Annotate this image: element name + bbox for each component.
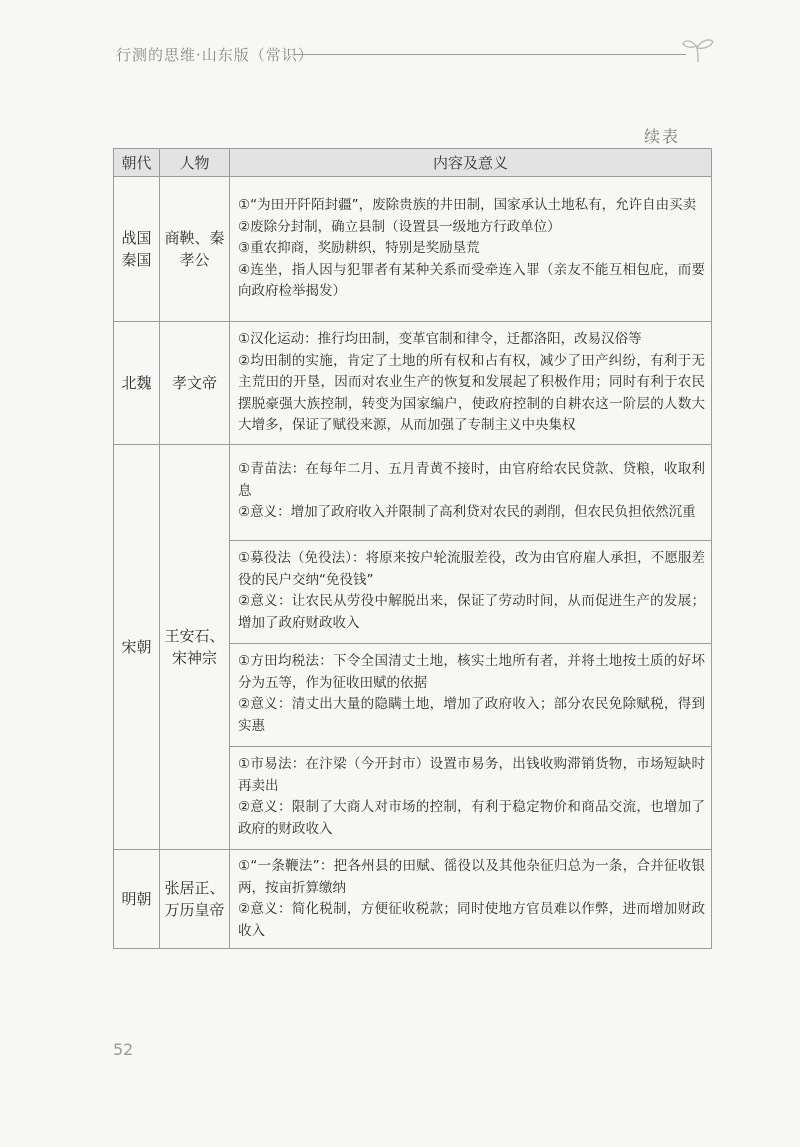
content-line: ①市易法：在汴梁（今开封市）设置市易务，出钱收购滞销货物，市场短缺时再卖出 [238,756,705,794]
content-line: ②意义：增加了政府收入并限制了高利贷对农民的剥削，但农民负担依然沉重 [238,504,696,521]
content-line: ①“为田开阡陌封疆”，废除贵族的井田制，国家承认土地私有，允许自由买卖 [238,197,697,214]
person-cell: 商鞅、秦孝公 [160,177,230,322]
content-cell [230,850,712,949]
content-line: ②均田制的实施，肯定了土地的所有权和占有权，减少了田产纠纷，有利于无主荒田的开垦，因而对农业生产的恢复和发展起了积极作用；同时有利于农民摆脱豪强大族控制，转变为国家编户，使政府控制的自耕农这一阶层的人数大大增多，保证了赋役来源，从而加强了专制主义中央集权 [238,352,705,434]
content-line: ②意义：让农民从劳役中解脱出来，保证了劳动时间，从而促进生产的发展；增加了政府财政收入 [238,593,705,631]
table-row [114,445,712,541]
table-row [114,850,712,949]
content-line: ①青苗法：在每年二月、五月青黄不接时，由官府给农民贷款、贷粮，收取利息 [238,461,705,499]
person-cell: 孝文帝 [160,322,230,445]
reform-table [113,148,712,949]
table-row [114,177,712,322]
content-line: ③重农抑商，奖励耕织，特别是奖励垦荒 [238,240,480,257]
content-cell-shiyi [230,747,712,850]
dynasty-cell: 北魏 [114,322,160,445]
content-cell-fangtian [230,644,712,747]
page-number: 52 [113,1040,134,1059]
col-header-dynasty: 朝代 [114,149,160,177]
content-line: ②意义：清丈出大量的隐瞒土地，增加了政府收入；部分农民免除赋税，得到实惠 [238,696,705,734]
dynasty-cell: 宋朝 [114,445,160,850]
content-line: ④连坐，指人因与犯罪者有某种关系而受牵连入罪（亲友不能互相包庇，而要向政府检举揭发） [238,261,705,300]
content-line: ①“一条鞭法”：把各州县的田赋、徭役以及其他杂征归总为一条，合并征收银两，按亩折算缴纳 [238,858,705,896]
table-row [114,322,712,445]
content-line: ①募役法（免役法）：将原来按户轮流服差役，改为由官府雇人承担，不愿服差役的民户交纳“免役钱” [238,550,705,588]
content-cell [230,177,712,322]
content-line: ①汉化运动：推行均田制，变革官制和律令，迁都洛阳，改易汉俗等 [238,331,642,348]
running-header [116,42,716,72]
dynasty-cell: 战国秦国 [114,177,160,322]
content-line: ①方田均税法：下令全国清丈土地，核实土地所有者，并将土地按土质的好坏分为五等，作为征收田赋的依据 [238,653,705,691]
header-title: 行测的思维·山东版（常识） [116,46,314,64]
content-cell-muyi [230,541,712,644]
person-cell: 王安石、宋神宗 [160,445,230,850]
header-rule [294,54,686,55]
continued-table-label: 续表 [644,127,681,146]
content-cell-qingmiao [230,445,712,541]
dynasty-cell: 明朝 [114,850,160,949]
content-line: ②意义：限制了大商人对市场的控制，有利于稳定物价和商品交流，也增加了政府的财政收入 [238,799,705,837]
person-cell: 张居正、万历皇帝 [160,850,230,949]
content-line: ②意义：简化税制，方便征收税款；同时使地方官员难以作弊，进而增加财政收入 [238,901,705,939]
sprout-icon [681,36,715,64]
table-header-row [114,149,712,177]
content-cell [230,322,712,445]
col-header-person: 人物 [160,149,230,177]
col-header-content: 内容及意义 [230,149,712,177]
content-line: ②废除分封制，确立县制（设置县一级地方行政单位） [238,218,561,235]
